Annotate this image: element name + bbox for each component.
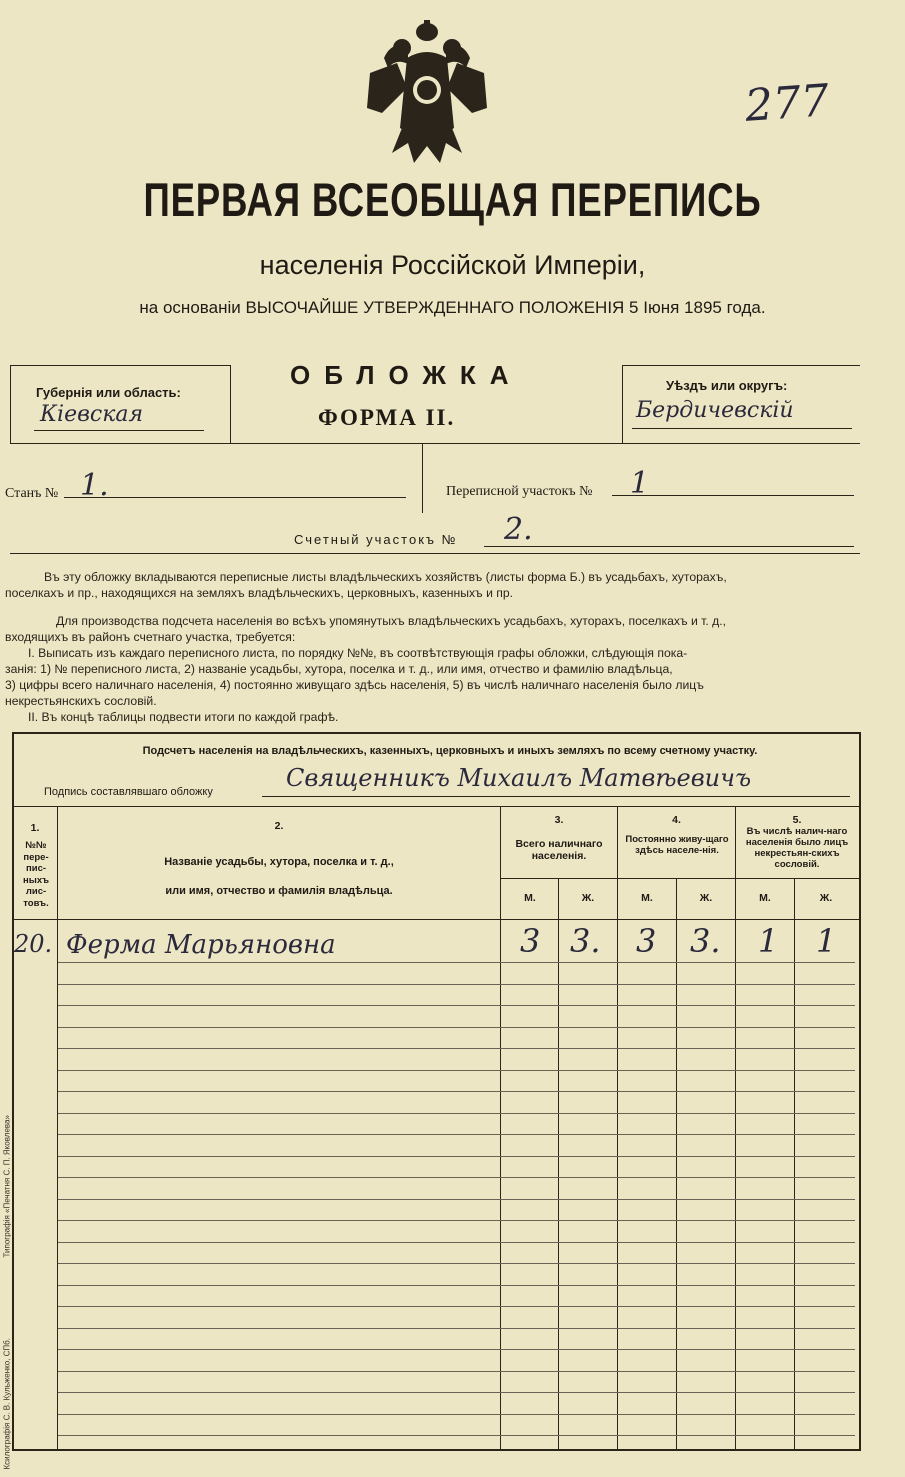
column-divider xyxy=(676,878,677,1449)
col1-number: 1. xyxy=(30,822,40,834)
col2-header-line2: или имя, отчество и фамилія владѣльца. xyxy=(165,885,393,897)
form-title: ФОРМА II. xyxy=(318,405,456,430)
divider xyxy=(10,553,860,554)
stan-label: Станъ № xyxy=(5,486,59,501)
table-rule-line xyxy=(58,1392,855,1393)
column-divider xyxy=(735,806,736,1449)
instruction-p1-line2: поселкахъ и пр., находящихся на земляхъ владѣльческихъ, церковныхъ, казенныхъ и пр. xyxy=(5,586,514,600)
legal-basis-line: на основаніи ВЫСОЧАЙШЕ УТВЕРЖДЕННАГО ПОЛОЖЕНІЯ 5 Іюня 1895 года. xyxy=(139,298,766,317)
instruction-p1-line1: Въ эту обложку вкладываются переписные листы владѣльческихъ хозяйствъ (листы форма Б.) въ усадьбахъ, хуторахъ, xyxy=(44,570,727,584)
column-divider xyxy=(57,806,58,1449)
divider xyxy=(10,365,11,443)
column-divider xyxy=(617,806,618,1449)
printer-imprint-2: Ксилографія С. В. Кульженко, СПб. xyxy=(2,1338,12,1470)
underline xyxy=(64,497,406,498)
underline xyxy=(612,495,854,496)
schetny-label: Счетный участокъ № xyxy=(294,532,458,547)
divider xyxy=(12,806,859,807)
instruction-p2-line3: I. Выписать изъ каждаго переписного листа, по порядку №№, въ соотвѣтствующія графы обложки, слѣдующія пока- xyxy=(28,646,688,660)
table-rule-line xyxy=(58,1328,855,1329)
imperial-eagle-emblem-icon xyxy=(362,18,492,178)
gubernia-label: Губернія или область: xyxy=(36,385,181,400)
table-rule-line xyxy=(58,1005,855,1006)
row-c5-zh: 1 xyxy=(816,922,837,960)
col5-m-label: М. xyxy=(759,892,771,904)
table-rule-line xyxy=(58,1285,855,1286)
row-sheet-number: 20. xyxy=(14,930,53,958)
col5-number: 5. xyxy=(792,814,802,826)
instruction-p2-line4: занія: 1) № переписного листа, 2) названіе усадьбы, хутора, поселка и т. д., или имя, отчество и фамилію владѣльца, xyxy=(5,662,673,676)
col3-header: Всего наличнаго населенія. xyxy=(515,838,603,862)
underline xyxy=(34,430,204,431)
col3-number: 3. xyxy=(554,814,564,826)
table-rule-line xyxy=(58,1263,855,1264)
col4-header: Постоянно живу-щаго здѣсь населе-нія. xyxy=(625,834,729,856)
divider xyxy=(500,878,859,879)
instruction-p2-line1: Для производства подсчета населенія во всѣхъ упомянутыхъ владѣльческихъ усадьбахъ, хуторахъ, поселкахъ и т. д., xyxy=(56,614,727,628)
table-rule-line xyxy=(58,1371,855,1372)
table-rule-line xyxy=(58,1306,855,1307)
uezd-value: Бердичевскій xyxy=(636,398,794,423)
col5-header: Въ числѣ налич-наго населенія было лицъ некрестьян-скихъ сословій. xyxy=(745,826,849,870)
table-caption: Подсчетъ населенія на владѣльческихъ, казенныхъ, церковныхъ и иныхъ земляхъ по всему счетному участку. xyxy=(142,745,758,757)
col5-zh-label: Ж. xyxy=(819,892,833,904)
row-c4-m: 3 xyxy=(636,922,657,960)
table-rule-line xyxy=(58,1070,855,1071)
divider xyxy=(12,919,859,920)
table-rule-line xyxy=(58,1027,855,1028)
row-c4-zh: 3. xyxy=(690,922,721,960)
row-c3-m: 3 xyxy=(520,922,541,960)
instruction-p2-line2: входящихъ въ районъ счетнаго участка, требуется: xyxy=(5,630,296,644)
page-subtitle: населенія Россійской Имперіи, xyxy=(259,250,646,280)
schetny-value: 2. xyxy=(504,512,533,547)
row-c5-m: 1 xyxy=(758,922,779,960)
table-rule-line xyxy=(58,1349,855,1350)
table-rule-line xyxy=(58,1113,855,1114)
table-rule-line xyxy=(58,1091,855,1092)
uezd-label: Уѣздъ или округъ: xyxy=(666,378,788,393)
page-title: ПЕРВАЯ ВСЕОБЩАЯ ПЕРЕПИСЬ xyxy=(143,173,762,226)
printer-imprint-1: Типографія «Печатня С. П. Яковлева» xyxy=(2,1115,12,1258)
table-rule-line xyxy=(58,1242,855,1243)
table-rule-line xyxy=(58,1156,855,1157)
col2-number: 2. xyxy=(274,820,284,832)
column-divider xyxy=(558,878,559,1449)
table-rule-line xyxy=(58,1134,855,1135)
table-rule-line xyxy=(58,1220,855,1221)
column-divider xyxy=(500,806,501,1449)
table-rule-line xyxy=(58,984,855,985)
table-rule-line xyxy=(58,1048,855,1049)
underline xyxy=(484,546,854,547)
row-c3-zh: 3. xyxy=(570,922,601,960)
column-divider xyxy=(794,878,795,1449)
col3-m-label: М. xyxy=(524,892,536,904)
perepisnoy-value: 1 xyxy=(630,466,650,501)
col1-header: №№ пере-пис-ныхъ лис-товъ. xyxy=(22,840,50,909)
signature-value: Священникъ Михаилъ Матвѣевичъ xyxy=(286,764,752,792)
stan-value: 1. xyxy=(80,468,109,503)
divider xyxy=(622,365,623,443)
col2-header-line1: Названіе усадьбы, хутора, поселка и т. д., xyxy=(164,856,394,868)
table-rule-line xyxy=(58,1414,855,1415)
underline xyxy=(632,428,852,429)
divider xyxy=(10,365,230,366)
perepisnoy-label: Переписной участокъ № xyxy=(446,484,593,499)
instruction-p2-line5: 3) цифры всего наличнаго населенія, 4) постоянно живущаго здѣсь населенія, 5) въ числѣ наличнаго населенія было лицъ xyxy=(5,678,704,692)
instruction-p2-line6: некрестьянскихъ сословій. xyxy=(5,694,157,708)
archive-folio-number: 277 xyxy=(743,75,831,132)
table-rule-line xyxy=(58,1435,855,1436)
table-rule-line xyxy=(58,1177,855,1178)
gubernia-value: Кіевская xyxy=(40,402,144,427)
instruction-p2-line7: II. Въ концѣ таблицы подвести итоги по каждой графѣ. xyxy=(28,710,339,724)
divider xyxy=(10,443,860,444)
col4-number: 4. xyxy=(672,814,681,826)
cover-title: ОБЛОЖКА xyxy=(290,360,523,390)
table-rule-line xyxy=(58,1199,855,1200)
table-rule-line xyxy=(58,962,855,963)
row-estate-name: Ферма Марьяновна xyxy=(66,930,336,960)
divider xyxy=(622,365,860,366)
divider xyxy=(422,443,423,513)
col4-m-label: М. xyxy=(641,892,653,904)
col3-zh-label: Ж. xyxy=(581,892,595,904)
signature-label: Подпись составлявшаго обложку xyxy=(44,786,213,798)
col4-zh-label: Ж. xyxy=(699,892,713,904)
divider xyxy=(230,365,231,443)
underline xyxy=(262,796,850,797)
